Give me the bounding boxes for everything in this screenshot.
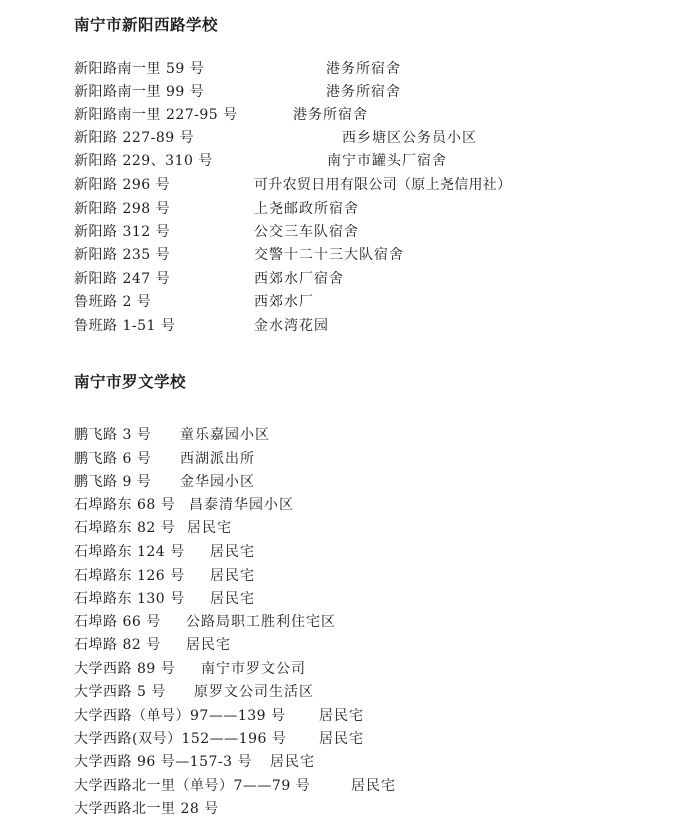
address: 石埠路 66 号 xyxy=(74,614,161,630)
place-name: 交警十二十三大队宿舍 xyxy=(254,247,404,263)
place-name: 港务所宿舍 xyxy=(326,61,401,77)
place-name: 居民宅 xyxy=(351,778,396,794)
place-name: 港务所宿舍 xyxy=(326,84,401,100)
place-name: 金水湾花园 xyxy=(254,318,329,334)
section-title-xinyang-xilu-school: 南宁市新阳西路学校 xyxy=(74,16,219,34)
place-name: 可升农贸日用有限公司（原上尧信用社） xyxy=(254,177,512,193)
place-name: 童乐嘉园小区 xyxy=(180,427,270,443)
address: 鹏飞路 3 号 xyxy=(74,427,152,443)
place-name: 公路局职工胜利住宅区 xyxy=(186,614,336,630)
address: 新阳路南一里 59 号 xyxy=(74,61,205,77)
address: 石埠路东 124 号 xyxy=(74,544,185,560)
address: 新阳路南一里 99 号 xyxy=(74,84,205,100)
address: 新阳路 298 号 xyxy=(74,201,171,217)
address: 石埠路东 130 号 xyxy=(74,591,185,607)
address: 大学西路北一里（单号）7——79 号 xyxy=(74,778,311,794)
place-name: 港务所宿舍 xyxy=(293,107,368,123)
place-name: 原罗文公司生活区 xyxy=(194,684,314,700)
address: 大学西路 5 号 xyxy=(74,684,166,700)
place-name: 居民宅 xyxy=(319,708,364,724)
address: 新阳路 229、310 号 xyxy=(74,153,213,169)
address: 大学西路（单号）97——139 号 xyxy=(74,708,286,724)
address: 石埠路东 82 号 xyxy=(74,520,176,536)
address: 大学西路北一里 28 号 xyxy=(74,801,219,817)
place-name: 居民宅 xyxy=(210,544,255,560)
place-name: 居民宅 xyxy=(210,591,255,607)
address: 鲁班路 1-51 号 xyxy=(74,318,176,334)
address: 大学西路 89 号 xyxy=(74,661,176,677)
address: 石埠路东 126 号 xyxy=(74,568,185,584)
place-name: 西湖派出所 xyxy=(180,451,255,467)
place-name: 昌泰清华园小区 xyxy=(189,497,294,513)
address: 大学西路(双号）152——196 号 xyxy=(74,731,287,747)
address: 新阳路南一里 227-95 号 xyxy=(74,107,238,123)
address: 新阳路 312 号 xyxy=(74,224,171,240)
place-name: 居民宅 xyxy=(270,754,315,770)
address: 新阳路 235 号 xyxy=(74,247,171,263)
place-name: 南宁市罐头厂宿舍 xyxy=(327,153,447,169)
address: 鹏飞路 6 号 xyxy=(74,451,152,467)
address: 鲁班路 2 号 xyxy=(74,294,152,310)
place-name: 南宁市罗文公司 xyxy=(201,661,306,677)
place-name: 居民宅 xyxy=(210,568,255,584)
place-name: 居民宅 xyxy=(187,520,232,536)
place-name: 居民宅 xyxy=(186,637,231,653)
address: 新阳路 227-89 号 xyxy=(74,130,195,146)
place-name: 金华园小区 xyxy=(180,474,255,490)
address: 鹏飞路 9 号 xyxy=(74,474,152,490)
address: 大学西路 96 号—157-3 号 xyxy=(74,754,253,770)
place-name: 上尧邮政所宿舍 xyxy=(254,201,359,217)
address: 石埠路 82 号 xyxy=(74,637,161,653)
address: 石埠路东 68 号 xyxy=(74,497,176,513)
place-name: 西郊水厂宿舍 xyxy=(254,271,344,287)
address: 新阳路 247 号 xyxy=(74,271,171,287)
place-name: 西郊水厂 xyxy=(254,294,314,310)
place-name: 居民宅 xyxy=(319,731,364,747)
section-title-luowen-school: 南宁市罗文学校 xyxy=(74,373,187,391)
address: 新阳路 296 号 xyxy=(74,177,171,193)
place-name: 西乡塘区公务员小区 xyxy=(342,130,477,146)
place-name: 公交三车队宿舍 xyxy=(254,224,359,240)
